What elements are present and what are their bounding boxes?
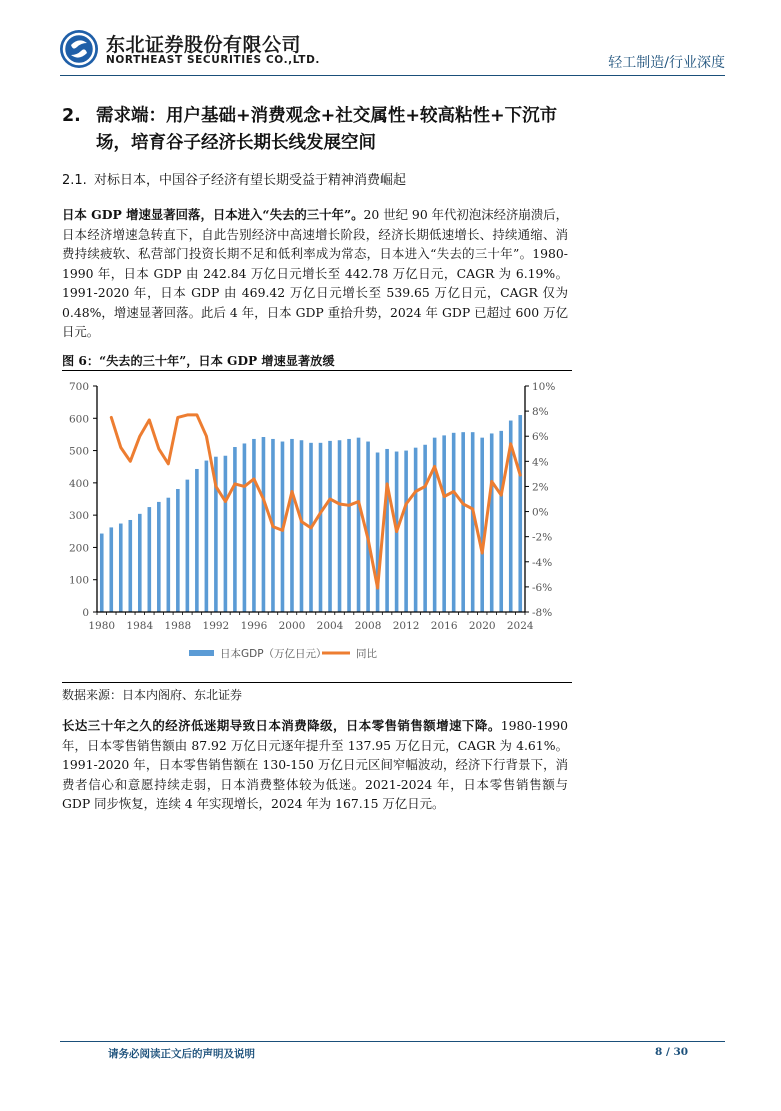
svg-text:8%: 8%: [532, 406, 549, 419]
svg-text:2004: 2004: [316, 620, 344, 632]
svg-text:2024: 2024: [506, 620, 534, 632]
svg-text:0: 0: [82, 607, 89, 619]
gdp-bar: [100, 534, 104, 612]
gdp-bar: [195, 469, 199, 612]
svg-text:同比: 同比: [356, 648, 377, 660]
gdp-bar: [357, 438, 361, 612]
gdp-bar: [433, 438, 437, 612]
footer-divider: [60, 1041, 725, 1042]
svg-text:0%: 0%: [532, 506, 549, 519]
svg-text:4%: 4%: [532, 456, 549, 469]
figure-top-rule: [62, 370, 572, 371]
gdp-bar: [385, 449, 389, 612]
svg-text:600: 600: [68, 413, 89, 426]
gdp-bar: [186, 480, 190, 612]
gdp-bar: [243, 443, 247, 612]
svg-text:日本GDP（万亿日元）: 日本GDP（万亿日元）: [220, 648, 327, 660]
section-title-line2: 场，培育谷子经济长期长线发展空间: [96, 133, 376, 153]
svg-text:10%: 10%: [532, 381, 556, 393]
page-number: 8 / 30: [655, 1046, 689, 1058]
gdp-bar: [442, 435, 446, 612]
svg-text:1980: 1980: [88, 620, 116, 632]
svg-text:2012: 2012: [392, 620, 420, 632]
gdp-bar: [233, 447, 237, 612]
svg-text:-6%: -6%: [532, 581, 553, 594]
subsection-title: 对标日本，中国谷子经济有望长期受益于精神消费崛起: [94, 173, 407, 188]
gdp-bar: [328, 441, 332, 612]
header-divider: [60, 75, 725, 76]
subsection-number: 2.1.: [62, 173, 87, 188]
yoy-line: [111, 415, 520, 588]
gdp-bar: [480, 438, 484, 612]
gdp-bar: [138, 514, 142, 612]
svg-text:2008: 2008: [354, 620, 382, 632]
gdp-bar: [461, 432, 465, 612]
svg-text:400: 400: [68, 477, 89, 490]
svg-text:1996: 1996: [240, 620, 268, 632]
gdp-bar: [109, 527, 113, 612]
paragraph-gdp-body: 20 世纪 90 年代初泡沫经济崩溃后，日本经济增速急转直下，自此告别经济中高速增长阶段，经济长期低速增长、持续通缩、消费持续疲软、私营部门投资长期不足和低利率成为常态，日本进入“失去的三十年”。1980-1990 年，日本 GDP 由 242.84 万亿日元增长至 442.78 万亿日元，CAGR 为 6.19%。1991-2020 年，日本 GDP 由 469.42 万亿日元增长至 539.65 万亿日元，CAGR 仅为 0.48%，增速显著回落。此后 4 年，日本 GDP 重拾升势，2024 年 GDP 已超过 600 万亿日元。: [62, 207, 568, 339]
gdp-bar: [157, 502, 161, 612]
svg-text:-2%: -2%: [532, 531, 553, 544]
gdp-bar: [300, 440, 304, 612]
section-title-line1: 需求端：用户基础+消费观念+社交属性+较高粘性+下沉市: [96, 106, 558, 126]
svg-text:-4%: -4%: [532, 556, 553, 569]
svg-text:2016: 2016: [430, 620, 458, 632]
report-category: 轻工制造/行业深度: [608, 55, 725, 71]
paragraph-retail: [62, 716, 568, 814]
gdp-bar: [471, 432, 475, 612]
gdp-bar: [452, 433, 456, 612]
gdp-bar: [404, 451, 408, 612]
company-name-en: NORTHEAST SECURITIES CO.,LTD.: [106, 54, 320, 66]
section-heading: [62, 103, 572, 157]
gdp-chart-svg: [60, 375, 572, 680]
gdp-bar: [490, 433, 494, 612]
company-name-cn: 东北证券股份有限公司: [106, 34, 302, 56]
gdp-bar: [176, 489, 180, 612]
gdp-bar: [224, 456, 228, 612]
gdp-bar: [347, 439, 351, 612]
gdp-bar: [262, 437, 266, 612]
figure-title: 图 6：“失去的三十年”，日本 GDP 增速显著放缓: [62, 354, 335, 368]
gdp-bar: [499, 431, 503, 612]
svg-text:2%: 2%: [532, 481, 549, 494]
page-header: [60, 28, 725, 74]
svg-text:300: 300: [68, 510, 89, 523]
figure-source: 数据来源：日本内阁府、东北证券: [62, 688, 243, 702]
svg-text:2000: 2000: [278, 620, 306, 632]
gdp-bar: [319, 443, 323, 612]
paragraph-gdp: [62, 205, 568, 342]
gdp-bar: [252, 439, 256, 612]
svg-text:100: 100: [68, 574, 89, 587]
gdp-bar: [423, 445, 427, 612]
gdp-bar: [128, 520, 132, 612]
figure-bottom-rule: [62, 682, 572, 683]
svg-text:-8%: -8%: [532, 607, 553, 619]
gdp-bar: [148, 507, 152, 612]
gdp-bar: [167, 498, 171, 612]
gdp-bar: [366, 442, 370, 612]
paragraph-retail-lead: 长达三十年之久的经济低迷期导致日本消费降级，日本零售销售额增速下降。: [62, 718, 501, 733]
svg-text:1984: 1984: [126, 620, 154, 632]
gdp-chart: [60, 375, 572, 680]
svg-text:200: 200: [68, 542, 89, 555]
gdp-bar: [414, 448, 418, 612]
svg-text:6%: 6%: [532, 431, 549, 444]
gdp-bar: [338, 440, 342, 612]
subsection-heading: [62, 169, 406, 188]
section-number: 2.: [62, 106, 81, 126]
svg-text:1992: 1992: [202, 620, 230, 632]
northeast-securities-logo-icon: [60, 30, 98, 68]
svg-text:700: 700: [68, 381, 89, 393]
gdp-bar: [119, 524, 123, 612]
svg-text:500: 500: [68, 445, 89, 458]
paragraph-retail-body: 1980-1990 年，日本零售销售额由 87.92 万亿日元逐年提升至 137.95 万亿日元，CAGR 为 4.61%。1991-2020 年，日本零售销售额在 130-150 万亿日元区间窄幅波动，经济下行背景下，消费者信心和意愿持续走弱，日本消费整体较为低迷。2021-2024 年，日本零售销售额与 GDP 同步恢复，连续 4 年实现增长，2024 年为 167.15 万亿日元。: [62, 718, 568, 811]
gdp-bar: [518, 415, 522, 612]
gdp-bar: [205, 461, 209, 612]
paragraph-gdp-lead: 日本 GDP 增速显著回落，日本进入“失去的三十年”。: [62, 207, 364, 222]
svg-text:2020: 2020: [468, 620, 496, 632]
svg-text:1988: 1988: [164, 620, 192, 632]
footer-disclaimer: 请务必阅读正文后的声明及说明: [108, 1048, 255, 1060]
gdp-bar: [290, 439, 294, 612]
